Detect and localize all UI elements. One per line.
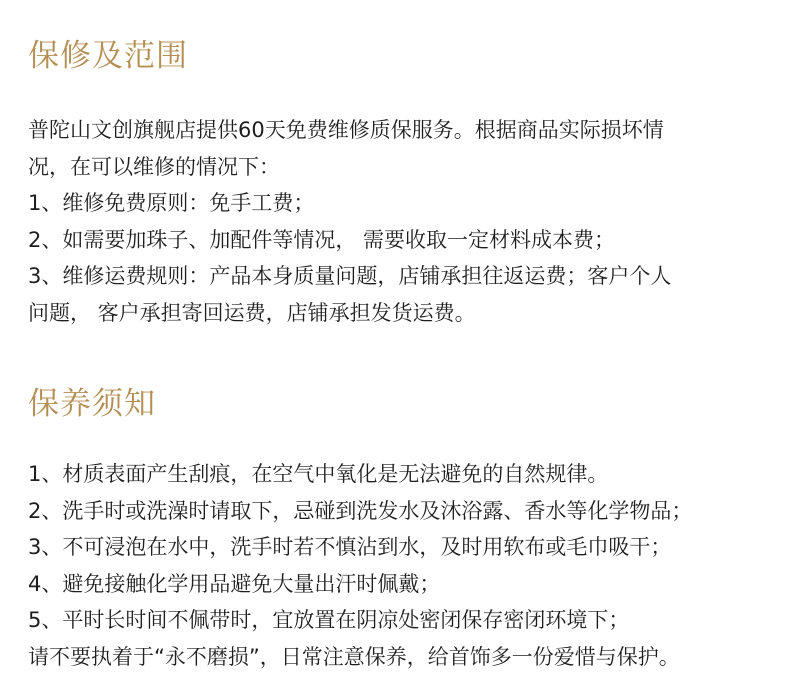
repair-section-title: 保修及范围 bbox=[28, 38, 188, 74]
text-line: 2、如需要加珠子、加配件等情况， 需要收取一定材料成本费； bbox=[28, 227, 616, 252]
text-line: 普陀山文创旗舰店提供60天免费维修质保服务。根据商品实际损坏情 bbox=[28, 118, 664, 142]
text-line: 请不要执着于“永不磨损”，日常注意保养，给首饰多一份爱惜与保护。 bbox=[28, 644, 680, 669]
text-line: 3、维修运费规则：产品本身质量问题，店铺承担往返运费；客户个人 bbox=[28, 264, 672, 288]
text-line: 5、平时长时间不佩带时，宜放置在阴凉处密闭保存密闭环境下； bbox=[28, 608, 630, 632]
text-line: 3、不可浸泡在水中，洗手时若不慎沾到水，及时用软布或毛巾吸干； bbox=[28, 535, 672, 559]
care-section-title: 保养须知 bbox=[28, 386, 156, 422]
text-line: 问题， 客户承担寄回运费，店铺承担发货运费。 bbox=[28, 300, 476, 325]
text-line: 1、材质表面产生刮痕，在空气中氧化是无法避免的自然规律。 bbox=[28, 462, 609, 486]
text-line: 2、洗手时或洗澡时请取下，忌碰到洗发水及沐浴露、香水等化学物品； bbox=[28, 498, 693, 523]
text-line: 1、维修免费原则：免手工费； bbox=[28, 191, 315, 215]
text-line: 4、避免接触化学用品避免大量出汗时佩戴； bbox=[28, 571, 441, 596]
repair-text-block bbox=[28, 112, 671, 331]
text-line: 况，在可以维修的情况下： bbox=[28, 154, 280, 179]
care-text-block bbox=[28, 456, 692, 675]
